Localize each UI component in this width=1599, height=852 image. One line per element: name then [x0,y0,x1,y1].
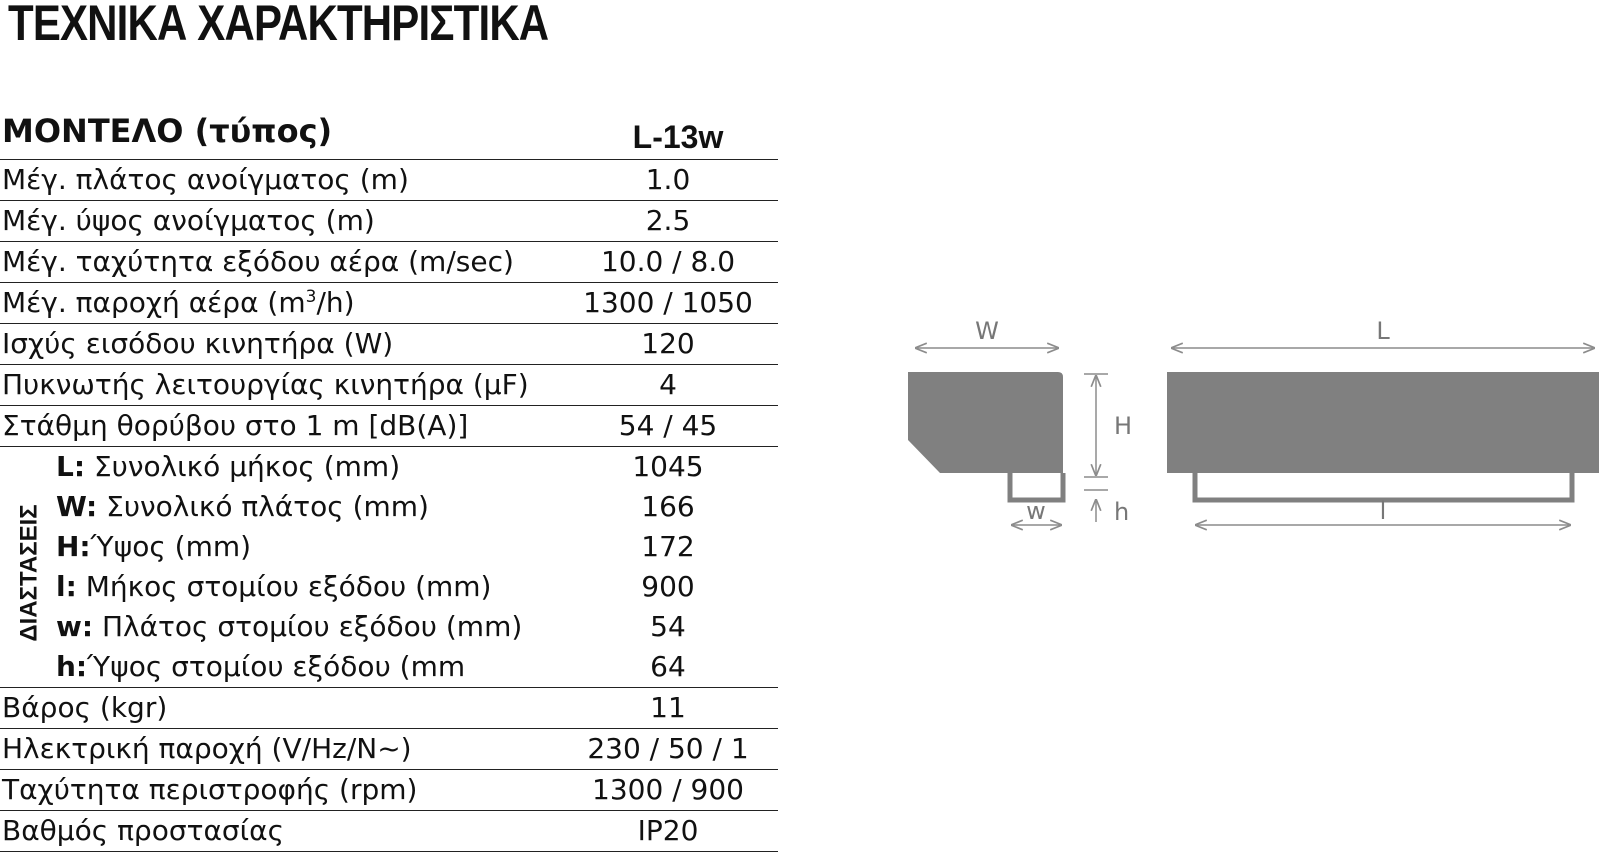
table-row [0,729,778,770]
row-label [0,487,558,527]
row-value: 4 [558,365,778,406]
row-value: 1300 / 900 [558,770,778,811]
dimension-row [0,607,778,647]
row-value: 10.0 / 8.0 [558,242,778,283]
row-label: Στάθμη θορύβου στο 1 m [dB(A)] [0,406,558,447]
row-value: 172 [641,530,695,563]
row-label: Βάρος (kgr) [0,688,558,729]
dimension-label: Μήκος στομίου εξόδου (mm) [76,570,492,603]
dimension-key: W: [56,490,98,523]
row-label: Μέγ. ύψος ανοίγματος (m) [0,201,558,242]
row-label [0,527,558,567]
table-row [0,770,778,811]
dimension-label: Ύψος στομίου εξόδου (mm [87,650,466,683]
table-row [0,201,778,242]
table-row [0,406,778,447]
row-label: Μέγ. ταχύτητα εξόδου αέρα (m/sec) [0,242,558,283]
row-value: 120 [558,324,778,365]
dimension-key: L: [56,450,86,483]
front-view-outlet [1195,473,1572,500]
row-value: 1045 [632,450,704,483]
dimension-row [0,447,778,488]
row-value: 166 [641,490,695,523]
label-l: l [1379,497,1387,525]
label-L: L [1376,317,1390,345]
table-row [0,688,778,729]
row-label: Ηλεκτρική παροχή (V/Hz/N~) [0,729,558,770]
row-value: IP20 [558,811,778,852]
side-view-body [908,372,1063,473]
table-row [0,283,778,324]
dimension-drawing [880,310,1599,540]
row-value: 64 [558,647,778,688]
row-value: 230 / 50 / 1 [558,729,778,770]
table-header-row [0,102,778,160]
row-value: 900 [641,570,695,603]
dimension-key: l: [56,570,77,603]
label-part: /h) [316,286,355,319]
row-label [0,283,558,324]
row-value: 54 [650,610,686,643]
dimension-label: Ύψος (mm) [90,530,252,563]
dimension-key: w: [56,610,94,643]
dimension-row [0,567,778,607]
row-value: 2.5 [558,201,778,242]
dimensions-side-label [10,504,50,642]
label-W: W [975,317,999,345]
row-label [0,647,558,688]
row-value: 1300 / 1050 [558,283,778,324]
page-title: ΤΕΧΝΙΚΑ ΧΑΡΑΚΤΗΡΙΣΤΙΚΑ [8,0,549,51]
dimension-label: Πλάτος στομίου εξόδου (mm) [93,610,523,643]
front-view-body [1167,372,1599,473]
superscript: 3 [305,287,317,307]
table-row [0,811,778,852]
dimension-label: Συνολικό πλάτος (mm) [97,490,429,523]
table-row [0,365,778,406]
dimension-key: h: [56,650,88,683]
table-row [0,324,778,365]
row-label [0,567,558,607]
table-row [0,160,778,201]
side-view-outlet [1010,473,1063,500]
label-part: Μέγ. παροχή αέρα (m [2,286,306,319]
dimension-row [0,527,778,567]
dimension-row [0,647,778,688]
row-label: Βαθμός προστασίας [0,811,558,852]
dimension-key: H: [56,530,91,563]
row-value: 54 / 45 [558,406,778,447]
label-w: w [1026,497,1046,525]
dimension-row [0,487,778,527]
row-label: Πυκνωτής λειτουργίας κινητήρα (μF) [0,365,558,406]
row-label: Μέγ. πλάτος ανοίγματος (m) [0,160,558,201]
label-H: H [1114,412,1133,440]
model-label: ΜΟΝΤΕΛΟ (τύπος) [0,102,558,160]
row-label [0,447,558,488]
row-label: Ταχύτητα περιστροφής (rpm) [0,770,558,811]
row-value: 11 [558,688,778,729]
label-h: h [1114,498,1130,526]
row-label [0,607,558,647]
dimension-label: Συνολικό μήκος (mm) [85,450,401,483]
table-row [0,242,778,283]
row-value: 1.0 [558,160,778,201]
dimensions-label-text: ΔΙΑΣΤΑΣΕΙΣ [16,504,43,642]
model-value: L-13w [558,102,778,160]
row-label: Ισχύς εισόδου κινητήρα (W) [0,324,558,365]
spec-table [0,102,778,852]
